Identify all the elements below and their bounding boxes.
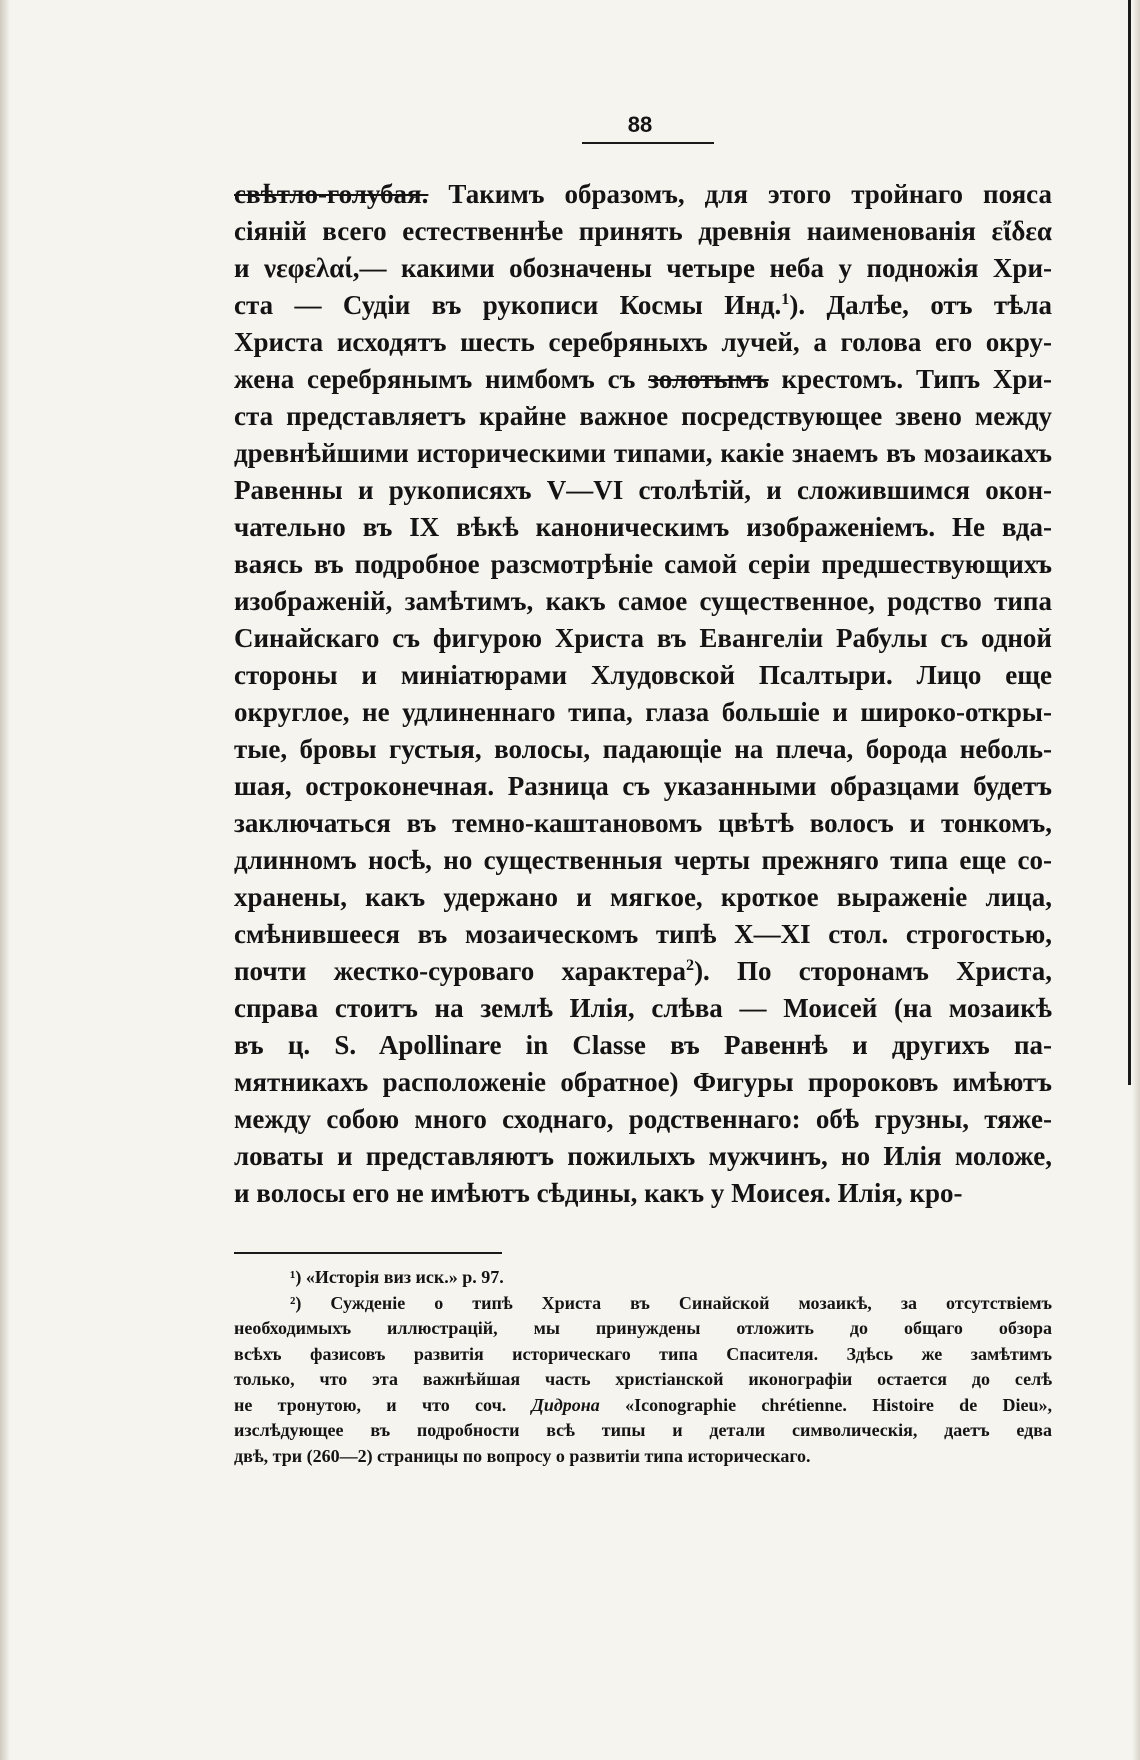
body-line-text: Равенны и рукописяхъ V—VI столѣтій, и сложившимся окон- (234, 475, 1052, 505)
body-line (234, 953, 1052, 990)
body-line-text: стороны и миніатюрами Хлудовской Псалтыри. Лицо еще (234, 660, 1052, 690)
footnote-line: ²) Сужденіе о типѣ Христа въ Синайской мозаикѣ, за отсутствіемъ (290, 1292, 1052, 1313)
page-number-rule (582, 142, 714, 144)
footnote-line: всѣхъ фазисовъ развитія историческаго типа Спасителя. Здѣсь же замѣтимъ (234, 1343, 1052, 1364)
body-line-text: и волосы его не имѣютъ сѣдины, какъ у Моисея. Илія, кро- (234, 1178, 963, 1208)
scan-binding-rule (1128, 0, 1131, 1085)
body-line (234, 583, 1052, 620)
body-line-text: Христа исходятъ шесть серебряныхъ лучей, а голова его окру- (234, 327, 1052, 357)
body-line (234, 768, 1052, 805)
body-line-text: шая, остроконечная. Разница съ указанными образцами будетъ (234, 771, 1052, 801)
body-line-text: Такимъ образомъ, для этого тройнаго пояса (428, 179, 1052, 209)
body-text (234, 176, 1052, 1212)
footnote-line: необходимыхъ иллюстрацій, мы принуждены отложить до общаго обзора (234, 1318, 1052, 1338)
body-line-text: изображеній, замѣтимъ, какъ самое существенное, родство типа (234, 586, 1052, 616)
body-line-text: округлое, не удлиненнаго типа, глаза большіе и широко-откры- (234, 697, 1052, 727)
body-line-text: смѣнившееся въ мозаическомъ типѣ X—XI стол. строгостью, (234, 919, 1052, 949)
body-line (234, 916, 1052, 953)
body-line (234, 1138, 1052, 1175)
footnote-line: изслѣдующее въ подробности всѣ типы и детали символическія, даетъ едва (234, 1420, 1052, 1440)
struck-word: свѣтло-голубая. (234, 179, 429, 209)
body-line (234, 620, 1052, 657)
footnotes (234, 1265, 1052, 1469)
footnote-text: не тронутою, и что соч. (234, 1394, 532, 1415)
body-line-text: Синайскаго съ фигурою Христа въ Евангеліи Рабулы съ одной (234, 623, 1052, 653)
body-line (234, 324, 1052, 361)
body-line-text: жена серебрянымъ нимбомъ съ (234, 364, 649, 394)
body-line (234, 250, 1052, 287)
footnote-line: ¹) «Исторія виз иск.» p. 97. (290, 1267, 504, 1287)
body-line (234, 1175, 1052, 1212)
body-line (234, 361, 1052, 398)
body-line-text: мятникахъ расположеніе обратное) Фигуры пророковъ имѣютъ (234, 1067, 1052, 1097)
body-line (234, 1101, 1052, 1138)
footnote-ref: 1 (781, 290, 790, 308)
body-line-text: почти жестко-суроваго характера (234, 956, 686, 986)
body-line (234, 398, 1052, 435)
body-line-text: крестомъ. Типъ Хри- (768, 364, 1052, 394)
body-line-text: сіяній всего естественнѣе принять древнія наименованія εἴδεα (234, 216, 1052, 246)
body-line (234, 1064, 1052, 1101)
footnote-text: «Iconographie chrétienne. Histoire de Dieu», (599, 1394, 1052, 1415)
body-line-text: ловаты и представляютъ пожилыхъ мужчинъ, но Илія моложе, (234, 1141, 1052, 1171)
body-line-text: ваясь въ подробное разсмотрѣніе самой серіи предшествующихъ (234, 549, 1052, 579)
struck-word: золотымъ (648, 364, 769, 394)
body-line (234, 287, 1052, 324)
body-line (234, 879, 1052, 916)
footnote-line: двѣ, три (260—2) страницы по вопросу о развитіи типа историческаго. (234, 1445, 811, 1466)
body-line (234, 176, 1052, 213)
footnote-ref: 2 (685, 956, 695, 974)
body-line-text: тые, бровы густыя, волосы, падающіе на плеча, борода неболь- (234, 734, 1052, 764)
body-line-text: древнѣйшими историческими типами, какіе знаемъ въ мозаикахъ (234, 438, 1052, 468)
body-line-text: и νεφελαί,— какими обозначены четыре неба у подножія Хри- (234, 253, 1052, 283)
body-line-text: чательно въ IX вѣкѣ каноническимъ изображеніемъ. Не вда- (234, 512, 1052, 542)
body-line-text: ). По сторонамъ Христа, (694, 956, 1052, 986)
body-line-text: въ ц. S. Apollinare in Classe въ Равеннѣ и другихъ па- (234, 1030, 1052, 1060)
body-line (234, 731, 1052, 768)
body-line-text: между собою много сходнаго, родственнаго: обѣ грузны, тяже- (234, 1104, 1052, 1134)
body-line (234, 509, 1052, 546)
page-number: 88 (627, 112, 653, 137)
footnote-separator (234, 1252, 502, 1254)
scan-right-edge (1132, 0, 1140, 1760)
footnote-line (234, 1393, 1052, 1419)
body-line (234, 694, 1052, 731)
body-line-text: ста — Судіи въ рукописи Космы Инд. (234, 290, 782, 320)
body-line-text: длинномъ носѣ, но существенныя черты прежняго типа еще со- (234, 845, 1052, 875)
body-line (234, 435, 1052, 472)
body-line-text: заключаться въ темно-каштановомъ цвѣтѣ волосъ и тонкомъ, (234, 808, 1052, 838)
body-line (234, 805, 1052, 842)
body-line (234, 546, 1052, 583)
scan-left-edge (0, 0, 10, 1760)
body-line (234, 657, 1052, 694)
body-line (234, 213, 1052, 250)
body-line-text: справа стоитъ на землѣ Илія, слѣва — Моисей (на мозаикѣ (234, 993, 1052, 1023)
body-line-text: ста представляетъ крайне важное посредствующее звено между (234, 401, 1052, 431)
body-line (234, 472, 1052, 509)
body-line (234, 990, 1052, 1027)
body-line (234, 842, 1052, 879)
body-line (234, 1027, 1052, 1064)
body-line-text: ). Далѣе, отъ тѣла (789, 290, 1052, 320)
footnote-author: Дидрона (531, 1394, 600, 1415)
body-line-text: хранены, какъ удержано и мягкое, кроткое выраженіе лица, (234, 882, 1052, 912)
footnote-line: только, что эта важнѣйшая часть христіанской иконографіи остается до селѣ (234, 1369, 1052, 1389)
